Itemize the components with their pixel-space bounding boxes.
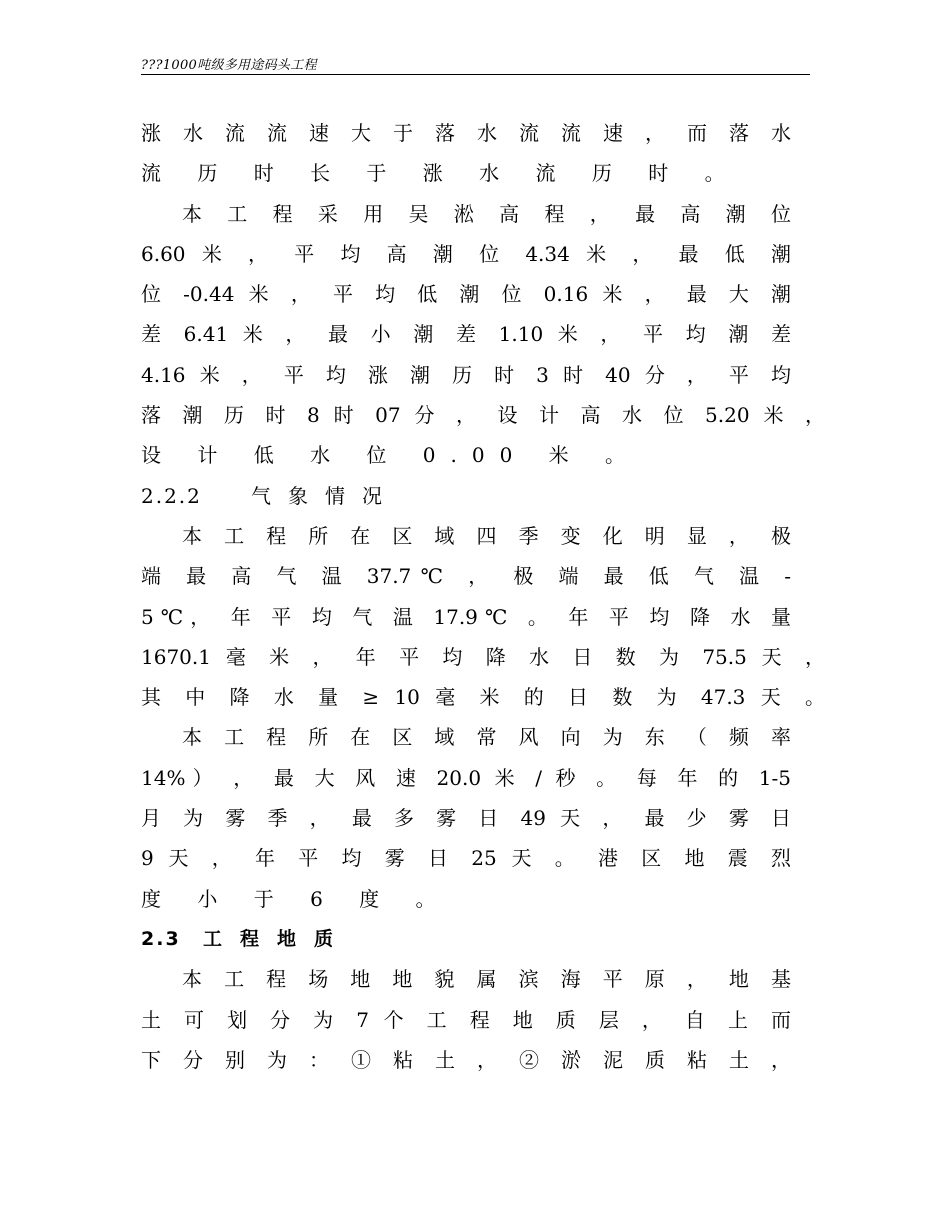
text-line: 月 为 雾 季 ， 最 多 雾 日 49 天 ， 最 少 雾 日 [141, 806, 791, 831]
text-line: 流 历 时 长 于 涨 水 流 历 时 。 [141, 161, 740, 186]
text-line: 5℃， 年 平 均 气 温 17.9℃ 。 年 平 均 降 水 量 [141, 604, 791, 629]
section-title: 气象情况 [251, 483, 399, 508]
text-line: 涨 水 流 流 速 大 于 落 水 流 流 速 ， 而 落 水 [141, 121, 791, 145]
text-line: 6.60 米 ， 平 均 高 潮 位 4.34 米 ， 最 低 潮 [141, 241, 791, 266]
text-line: 其 中 降 水 量 ≥ 10 毫 米 的 日 数 为 47.3 天 。 [141, 685, 825, 710]
section-number: 2.2.2 [141, 483, 202, 508]
text-line: 1670.1 毫 米 ， 年 平 均 降 水 日 数 为 75.5 天 ， [141, 644, 825, 669]
text-line: 落 潮 历 时 8 时 07 分 ， 设 计 高 水 位 5.20 米 ， [141, 403, 825, 428]
text-line: 9 天 ， 年 平 均 雾 日 25 天 。 港 区 地 震 烈 [141, 846, 791, 871]
page-header [141, 54, 810, 75]
document-body [141, 113, 841, 1080]
text-line: 14%） ， 最 大 风 速 20.0 米 / 秒 。 每 年 的 1-5 [141, 765, 791, 790]
section-heading-2-3 [141, 919, 841, 959]
text-line: 位 -0.44 米 ， 平 均 低 潮 位 0.16 米 ， 最 大 潮 [141, 282, 791, 307]
text-line: 本 工 程 采 用 吴 淞 高 程 ， 最 高 潮 位 [182, 201, 791, 226]
text-line: 本 工 程 场 地 地 貌 属 滨 海 平 原 ， 地 基 [182, 967, 791, 992]
text-line: 4.16 米 ， 平 均 涨 潮 历 时 3 时 40 分 ， 平 均 [141, 362, 791, 387]
text-line: 本 工 程 所 在 区 域 四 季 变 化 明 显 ， 极 [182, 523, 791, 548]
header-title: ???1000吨级多用途码头工程 [141, 58, 317, 73]
text-line: 端 最 高 气 温 37.7℃ ， 极 端 最 低 气 温 - [141, 564, 791, 589]
text-line: 下 分 别 为 ： ① 粘 土 ， ② 淤 泥 质 粘 土 ， [141, 1047, 791, 1072]
section-heading-2-2-2 [141, 476, 841, 516]
text-line: 度 小 于 6 度 。 [141, 886, 451, 911]
text-line: 差 6.41 米 ， 最 小 潮 差 1.10 米 ， 平 均 潮 差 [141, 322, 791, 347]
text-line: 设 计 低 水 位 0.00 米 。 [141, 443, 641, 468]
text-line: 土 可 划 分 为 7 个 工 程 地 质 层 ， 自 上 而 [141, 1007, 791, 1032]
text-line: 本 工 程 所 在 区 域 常 风 向 为 东 （ 频 率 [182, 725, 791, 750]
section-number: 2.3 [141, 927, 181, 950]
section-title: 工程地质 [203, 927, 352, 950]
